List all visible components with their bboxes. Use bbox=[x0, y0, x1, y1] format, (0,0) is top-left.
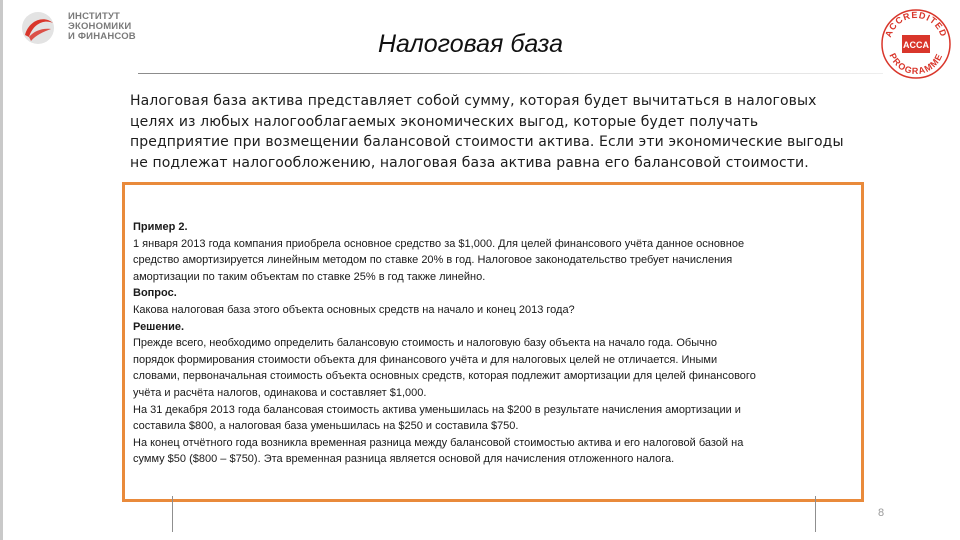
solution-line: Прежде всего, необходимо определить балансовую стоимость и налоговую базу объекта на начало года. Обычно bbox=[133, 337, 718, 350]
slide-title: Налоговая база bbox=[378, 30, 563, 58]
example-condition-line: средство амортизируется линейным методом по ставке 20% в год. Налоговое законодательство требует начисления bbox=[133, 254, 733, 267]
question-text: Какова налоговая база этого объекта основных средств на начало и конец 2013 года? bbox=[133, 303, 575, 316]
intro-line: Налоговая база актива представляет собой сумму, которая будет вычитаться в налоговых bbox=[130, 93, 817, 109]
solution-line: словами, первоначальная стоимость объекта основных средств, которая подлежит амортизации для целей финансового bbox=[133, 370, 756, 383]
example-condition-line: 1 января 2013 года компания приобрела основное средство за $1,000. Для целей финансового учёта данное основное bbox=[133, 237, 745, 250]
solution-label: Решение. bbox=[133, 320, 185, 333]
acca-accreditation-seal bbox=[880, 8, 952, 80]
solution-line: учёта и расчёта налогов, одинакова и составляет $1,000. bbox=[133, 386, 427, 399]
page-number: 8 bbox=[878, 507, 885, 519]
intro-paragraph bbox=[130, 91, 870, 173]
question-label: Вопрос. bbox=[133, 287, 177, 300]
left-edge-bar bbox=[0, 0, 3, 540]
logo-line-3: И ФИНАНСОВ bbox=[68, 31, 136, 42]
svg-text:ACCREDITED bbox=[883, 10, 949, 39]
solution-line: На конец отчётного года возникла временная разница между балансовой стоимостью актива и его налоговой базой на bbox=[133, 436, 744, 449]
intro-line: не подлежат налогообложению, налоговая база актива равна его балансовой стоимости. bbox=[130, 154, 809, 171]
solution-line: составила $800, а налоговая база уменьшилась на $250 и составила $750. bbox=[133, 420, 519, 433]
seal-center-text: ACCA bbox=[903, 40, 929, 50]
example-box bbox=[122, 182, 864, 502]
example-heading: Пример 2. bbox=[133, 221, 188, 233]
intro-line: целях из любых налогооблагаемых экономических выгод, которые будет получать bbox=[130, 113, 759, 130]
logo-line-1: ИНСТИТУТ bbox=[68, 11, 121, 22]
seal-bottom-text: PROGRAMME bbox=[887, 51, 945, 77]
example-condition-line: амортизации по таким объектам по ставке 25% в год также линейно. bbox=[133, 270, 486, 283]
solution-line: сумму $50 ($800 – $750). Эта временная разница является основой для начисления отложенного налога. bbox=[133, 453, 675, 466]
solution-line: порядок формирования стоимости объекта для финансового учёта и для налоговых целей не отличается. Иными bbox=[133, 353, 718, 366]
footer-left-rule bbox=[172, 496, 173, 532]
logo-line-2: ЭКОНОМИКИ bbox=[68, 21, 132, 32]
seal-top-text: ACCREDITED bbox=[883, 9, 949, 39]
footer-right-rule bbox=[815, 496, 816, 532]
example-body bbox=[133, 219, 861, 468]
title-underline bbox=[138, 73, 883, 74]
institute-logo-icon bbox=[20, 10, 56, 46]
intro-line: предприятие при возмещении балансовой стоимости актива. Если эти экономические выгоды bbox=[130, 134, 844, 150]
solution-line: На 31 декабря 2013 года балансовая стоимость актива уменьшилась на $200 в результате начисления амортизации и bbox=[133, 403, 741, 416]
institute-logo bbox=[20, 10, 140, 50]
institute-logo-text bbox=[68, 12, 136, 42]
